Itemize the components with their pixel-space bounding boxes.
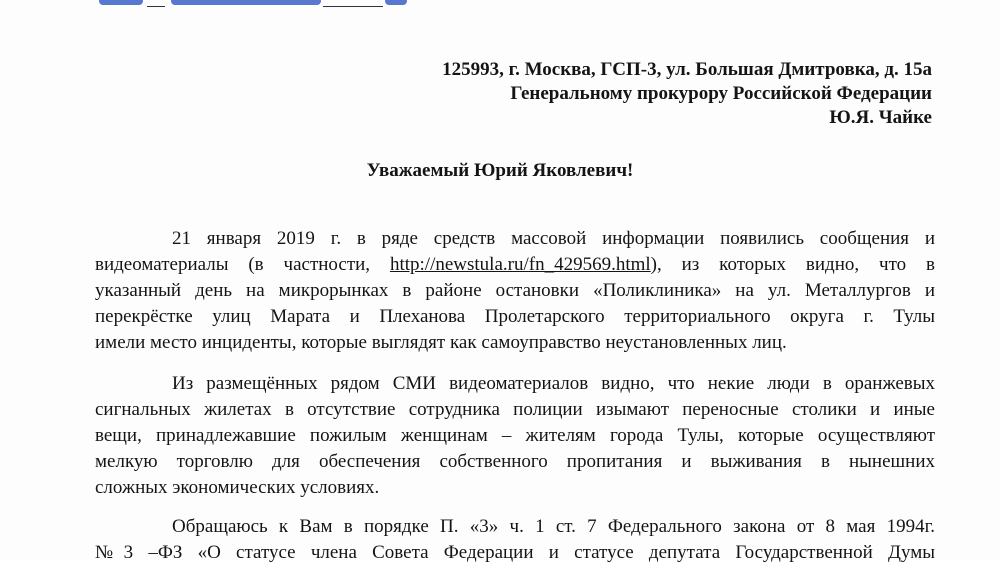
paragraph-1	[95, 226, 935, 356]
text-line: указанный день на микрорынках в районе остановки «Поликлиника» на ул. Металлургов и	[95, 280, 935, 301]
text-line: №3 –ФЗ «О статусе члена Совета Федерации и статусе депутата Государственной Думы	[95, 542, 935, 563]
text-line: Обращаюсь к Вам в порядке П. «3» ч. 1 ст. 7 Федерального закона от 8 мая 1994г.	[172, 516, 935, 537]
paragraph-3	[95, 514, 935, 566]
text-line: Из размещённых рядом СМИ видеоматериалов видно, что некие люди в оранжевых	[172, 373, 935, 394]
text-line: видеоматериалы (в частности, http://newstula.ru/fn_429569.html), из которых видно, что в	[95, 254, 935, 275]
text-line: мелкую торговлю для обеспечения собственного пропитания и выживания в нынешних	[95, 451, 935, 472]
text-line: вещи, принадлежавшие пожилым женщинам – жителям города Тулы, которые осуществляют	[95, 425, 935, 446]
news-link[interactable]: http://newstula.ru/fn_429569.html	[389, 254, 651, 275]
greeting: Уважаемый Юрий Яковлевич!	[366, 160, 634, 181]
recipient-address	[442, 58, 932, 130]
text-line: имели место инциденты, которые выглядят как самоуправство неустановленных лиц.	[95, 332, 787, 353]
date-line-handwriting	[95, 0, 415, 12]
text-line: 21 января 2019 г. в ряде средств массовой информации появились сообщения и	[172, 228, 935, 249]
address-line: 125993, г. Москва, ГСП-3, ул. Большая Дмитровка, д. 15а	[442, 59, 932, 80]
recipient-name: Ю.Я. Чайке	[829, 107, 932, 128]
text-line: сложных экономических условиях.	[95, 477, 380, 498]
recipient-title: Генеральному прокурору Российской Федерации	[510, 83, 932, 104]
text-line: сигнальных жилетах в отсутствие сотрудника полиции изымают переносные столики и иные	[95, 399, 935, 420]
paragraph-2	[95, 371, 935, 501]
text-line: перекрёстке улиц Марата и Плеханова Пролетарского территориального округа г. Тулы	[95, 306, 935, 327]
